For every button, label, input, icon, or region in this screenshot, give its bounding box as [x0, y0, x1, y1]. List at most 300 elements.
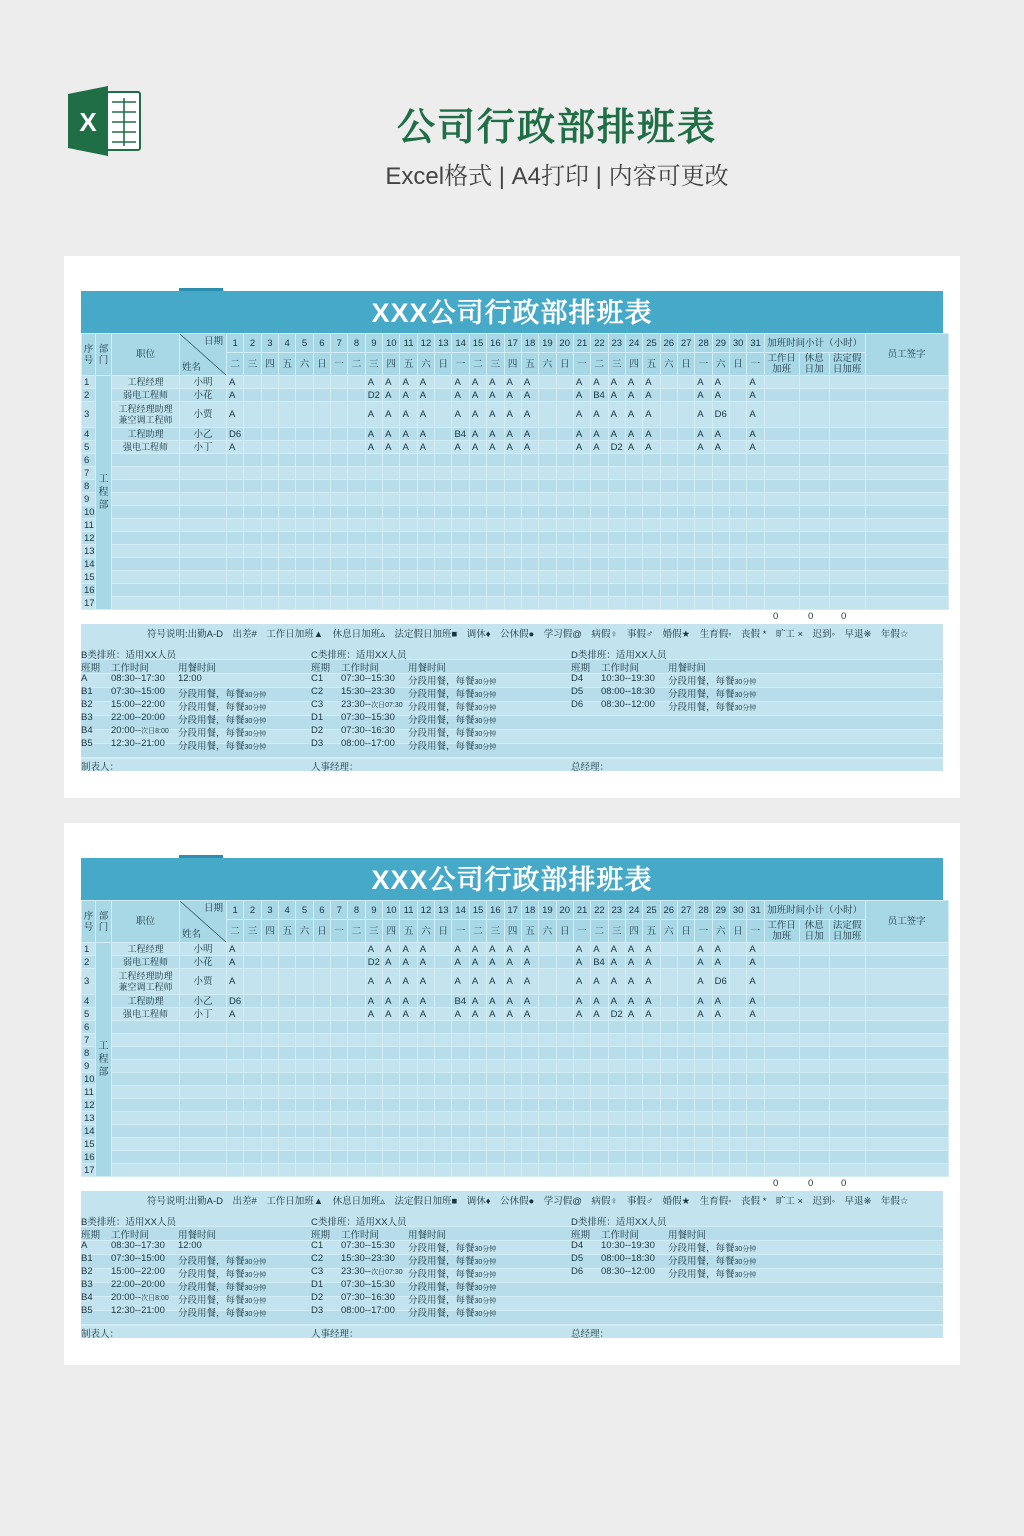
- shift-cell[interactable]: [417, 597, 434, 610]
- shift-cell[interactable]: [469, 1164, 486, 1177]
- shift-cell[interactable]: [625, 1073, 642, 1086]
- shift-cell[interactable]: [227, 545, 244, 558]
- shift-cell[interactable]: [729, 1047, 746, 1060]
- shift-cell[interactable]: [296, 532, 313, 545]
- shift-cell[interactable]: [625, 506, 642, 519]
- shift-cell[interactable]: [296, 506, 313, 519]
- shift-cell[interactable]: [452, 1164, 469, 1177]
- ot-workday-cell[interactable]: [764, 376, 799, 389]
- shift-cell[interactable]: [383, 1112, 400, 1125]
- shift-cell[interactable]: [469, 454, 486, 467]
- shift-cell[interactable]: [625, 1060, 642, 1073]
- shift-cell[interactable]: [695, 1138, 712, 1151]
- shift-cell[interactable]: [521, 519, 538, 532]
- shift-cell[interactable]: [435, 1021, 452, 1034]
- shift-cell[interactable]: [279, 519, 296, 532]
- shift-cell[interactable]: [261, 402, 278, 428]
- shift-cell[interactable]: A: [695, 441, 712, 454]
- shift-cell[interactable]: [261, 506, 278, 519]
- shift-cell[interactable]: [643, 571, 660, 584]
- shift-cell[interactable]: [747, 1138, 764, 1151]
- shift-cell[interactable]: [747, 1151, 764, 1164]
- signature-cell[interactable]: [865, 480, 948, 493]
- shift-cell[interactable]: [296, 1008, 313, 1021]
- shift-cell[interactable]: A: [712, 389, 729, 402]
- shift-cell[interactable]: A: [608, 943, 625, 956]
- shift-cell[interactable]: A: [469, 428, 486, 441]
- shift-cell[interactable]: [677, 1086, 694, 1099]
- shift-cell[interactable]: [400, 1047, 417, 1060]
- shift-cell[interactable]: [747, 1099, 764, 1112]
- shift-cell[interactable]: [383, 597, 400, 610]
- shift-cell[interactable]: [313, 545, 330, 558]
- shift-cell[interactable]: [331, 1034, 348, 1047]
- shift-cell[interactable]: [261, 1164, 278, 1177]
- shift-cell[interactable]: [556, 943, 573, 956]
- signature-cell[interactable]: [865, 467, 948, 480]
- signature-cell[interactable]: [865, 1151, 948, 1164]
- shift-cell[interactable]: [747, 519, 764, 532]
- shift-cell[interactable]: [677, 1060, 694, 1073]
- shift-cell[interactable]: [244, 1073, 261, 1086]
- shift-cell[interactable]: [279, 1099, 296, 1112]
- shift-cell[interactable]: [677, 558, 694, 571]
- shift-cell[interactable]: [591, 584, 608, 597]
- shift-cell[interactable]: A: [469, 389, 486, 402]
- shift-cell[interactable]: A: [452, 943, 469, 956]
- shift-cell[interactable]: [435, 571, 452, 584]
- shift-cell[interactable]: [660, 441, 677, 454]
- ot-workday-cell[interactable]: [764, 1060, 799, 1073]
- shift-cell[interactable]: A: [365, 428, 382, 441]
- shift-cell[interactable]: [348, 995, 365, 1008]
- shift-cell[interactable]: A: [487, 1008, 504, 1021]
- shift-cell[interactable]: [435, 428, 452, 441]
- shift-cell[interactable]: [695, 584, 712, 597]
- row-position[interactable]: [112, 1164, 180, 1177]
- row-position[interactable]: [112, 454, 180, 467]
- shift-cell[interactable]: A: [487, 376, 504, 389]
- row-position[interactable]: [112, 1073, 180, 1086]
- shift-cell[interactable]: [331, 402, 348, 428]
- shift-cell[interactable]: [279, 1034, 296, 1047]
- ot-workday-cell[interactable]: [764, 467, 799, 480]
- shift-cell[interactable]: [261, 389, 278, 402]
- shift-cell[interactable]: A: [695, 376, 712, 389]
- shift-cell[interactable]: A: [227, 969, 244, 995]
- shift-cell[interactable]: [313, 1060, 330, 1073]
- shift-cell[interactable]: [348, 1138, 365, 1151]
- shift-cell[interactable]: [435, 956, 452, 969]
- shift-cell[interactable]: B4: [591, 389, 608, 402]
- shift-cell[interactable]: A: [521, 389, 538, 402]
- shift-cell[interactable]: [313, 467, 330, 480]
- shift-cell[interactable]: [331, 493, 348, 506]
- shift-cell[interactable]: [573, 480, 590, 493]
- shift-cell[interactable]: [573, 558, 590, 571]
- shift-cell[interactable]: [348, 597, 365, 610]
- shift-cell[interactable]: [573, 545, 590, 558]
- shift-cell[interactable]: [677, 454, 694, 467]
- shift-cell[interactable]: [712, 493, 729, 506]
- shift-cell[interactable]: [400, 1125, 417, 1138]
- shift-cell[interactable]: [348, 493, 365, 506]
- shift-cell[interactable]: [261, 493, 278, 506]
- shift-cell[interactable]: [469, 1034, 486, 1047]
- shift-cell[interactable]: [521, 571, 538, 584]
- shift-cell[interactable]: [313, 1047, 330, 1060]
- shift-cell[interactable]: A: [504, 441, 521, 454]
- shift-cell[interactable]: [452, 597, 469, 610]
- shift-cell[interactable]: [677, 956, 694, 969]
- shift-cell[interactable]: [261, 441, 278, 454]
- shift-cell[interactable]: [521, 467, 538, 480]
- ot-restday-cell[interactable]: [799, 1112, 829, 1125]
- shift-cell[interactable]: [556, 558, 573, 571]
- shift-cell[interactable]: [712, 519, 729, 532]
- ot-restday-cell[interactable]: [799, 1086, 829, 1099]
- shift-cell[interactable]: [244, 545, 261, 558]
- row-position[interactable]: [112, 467, 180, 480]
- shift-cell[interactable]: [712, 571, 729, 584]
- shift-cell[interactable]: [695, 558, 712, 571]
- shift-cell[interactable]: [556, 506, 573, 519]
- shift-cell[interactable]: [296, 1021, 313, 1034]
- shift-cell[interactable]: [417, 1060, 434, 1073]
- shift-cell[interactable]: [227, 493, 244, 506]
- shift-cell[interactable]: [365, 1086, 382, 1099]
- shift-cell[interactable]: [643, 467, 660, 480]
- shift-cell[interactable]: [261, 1034, 278, 1047]
- shift-cell[interactable]: [400, 454, 417, 467]
- shift-cell[interactable]: [608, 1125, 625, 1138]
- shift-cell[interactable]: A: [625, 376, 642, 389]
- shift-cell[interactable]: [452, 1125, 469, 1138]
- shift-cell[interactable]: [348, 519, 365, 532]
- shift-cell[interactable]: [435, 597, 452, 610]
- ot-restday-cell[interactable]: [799, 1073, 829, 1086]
- shift-cell[interactable]: [625, 571, 642, 584]
- shift-cell[interactable]: [244, 597, 261, 610]
- shift-cell[interactable]: [747, 1034, 764, 1047]
- shift-cell[interactable]: [279, 1138, 296, 1151]
- shift-cell[interactable]: [712, 480, 729, 493]
- shift-cell[interactable]: [331, 519, 348, 532]
- shift-cell[interactable]: B4: [591, 956, 608, 969]
- shift-cell[interactable]: [747, 506, 764, 519]
- shift-cell[interactable]: A: [504, 969, 521, 995]
- shift-cell[interactable]: [383, 571, 400, 584]
- row-position[interactable]: [112, 584, 180, 597]
- shift-cell[interactable]: [227, 519, 244, 532]
- shift-cell[interactable]: [383, 1086, 400, 1099]
- shift-cell[interactable]: [556, 428, 573, 441]
- shift-cell[interactable]: [469, 532, 486, 545]
- shift-cell[interactable]: [591, 1060, 608, 1073]
- shift-cell[interactable]: A: [417, 1008, 434, 1021]
- row-name[interactable]: [180, 454, 227, 467]
- shift-cell[interactable]: [521, 1164, 538, 1177]
- shift-cell[interactable]: [365, 1060, 382, 1073]
- shift-cell[interactable]: A: [521, 376, 538, 389]
- shift-cell[interactable]: [573, 571, 590, 584]
- shift-cell[interactable]: [660, 1112, 677, 1125]
- shift-cell[interactable]: [539, 454, 556, 467]
- shift-cell[interactable]: [296, 597, 313, 610]
- shift-cell[interactable]: [400, 1138, 417, 1151]
- shift-cell[interactable]: [435, 1047, 452, 1060]
- shift-cell[interactable]: A: [591, 376, 608, 389]
- row-position[interactable]: [112, 1125, 180, 1138]
- row-position[interactable]: 工程助理: [112, 995, 180, 1008]
- shift-cell[interactable]: [261, 969, 278, 995]
- shift-cell[interactable]: [279, 1073, 296, 1086]
- shift-cell[interactable]: [539, 1112, 556, 1125]
- shift-cell[interactable]: [695, 506, 712, 519]
- shift-cell[interactable]: [521, 584, 538, 597]
- shift-cell[interactable]: [504, 597, 521, 610]
- row-name[interactable]: [180, 1073, 227, 1086]
- ot-workday-cell[interactable]: [764, 428, 799, 441]
- shift-cell[interactable]: [625, 1047, 642, 1060]
- shift-cell[interactable]: [712, 584, 729, 597]
- shift-cell[interactable]: A: [573, 943, 590, 956]
- shift-cell[interactable]: [313, 454, 330, 467]
- shift-cell[interactable]: [244, 558, 261, 571]
- shift-cell[interactable]: [383, 1151, 400, 1164]
- ot-holiday-cell[interactable]: [829, 1073, 865, 1086]
- shift-cell[interactable]: [660, 402, 677, 428]
- ot-restday-cell[interactable]: [799, 1099, 829, 1112]
- shift-cell[interactable]: [227, 532, 244, 545]
- shift-cell[interactable]: A: [747, 1008, 764, 1021]
- shift-cell[interactable]: A: [469, 376, 486, 389]
- shift-cell[interactable]: [469, 519, 486, 532]
- shift-cell[interactable]: A: [625, 956, 642, 969]
- shift-cell[interactable]: [400, 1099, 417, 1112]
- shift-cell[interactable]: [331, 597, 348, 610]
- row-position[interactable]: [112, 1034, 180, 1047]
- ot-holiday-cell[interactable]: [829, 1125, 865, 1138]
- shift-cell[interactable]: A: [608, 956, 625, 969]
- shift-cell[interactable]: A: [643, 969, 660, 995]
- shift-cell[interactable]: [383, 1138, 400, 1151]
- ot-workday-cell[interactable]: [764, 454, 799, 467]
- shift-cell[interactable]: [331, 1138, 348, 1151]
- signature-cell[interactable]: [865, 519, 948, 532]
- shift-cell[interactable]: [660, 571, 677, 584]
- shift-cell[interactable]: [244, 956, 261, 969]
- shift-cell[interactable]: [261, 597, 278, 610]
- shift-cell[interactable]: [452, 1138, 469, 1151]
- shift-cell[interactable]: [695, 1151, 712, 1164]
- ot-holiday-cell[interactable]: [829, 428, 865, 441]
- shift-cell[interactable]: [227, 1112, 244, 1125]
- shift-cell[interactable]: [383, 480, 400, 493]
- ot-workday-cell[interactable]: [764, 1138, 799, 1151]
- shift-cell[interactable]: [348, 376, 365, 389]
- shift-cell[interactable]: [296, 493, 313, 506]
- ot-restday-cell[interactable]: [799, 943, 829, 956]
- ot-holiday-cell[interactable]: [829, 1138, 865, 1151]
- shift-cell[interactable]: [695, 1073, 712, 1086]
- shift-cell[interactable]: A: [383, 441, 400, 454]
- ot-holiday-cell[interactable]: [829, 1060, 865, 1073]
- shift-cell[interactable]: [348, 1021, 365, 1034]
- shift-cell[interactable]: [591, 1086, 608, 1099]
- signature-cell[interactable]: [865, 454, 948, 467]
- shift-cell[interactable]: A: [521, 402, 538, 428]
- shift-cell[interactable]: [383, 1125, 400, 1138]
- shift-cell[interactable]: [313, 943, 330, 956]
- shift-cell[interactable]: [279, 480, 296, 493]
- shift-cell[interactable]: [591, 1034, 608, 1047]
- shift-cell[interactable]: [365, 1034, 382, 1047]
- shift-cell[interactable]: [729, 943, 746, 956]
- shift-cell[interactable]: A: [365, 441, 382, 454]
- shift-cell[interactable]: [435, 376, 452, 389]
- shift-cell[interactable]: A: [573, 995, 590, 1008]
- shift-cell[interactable]: [469, 1060, 486, 1073]
- shift-cell[interactable]: [643, 1164, 660, 1177]
- shift-cell[interactable]: [712, 1125, 729, 1138]
- shift-cell[interactable]: [677, 995, 694, 1008]
- shift-cell[interactable]: [747, 545, 764, 558]
- shift-cell[interactable]: [331, 584, 348, 597]
- shift-cell[interactable]: [279, 545, 296, 558]
- shift-cell[interactable]: [573, 1021, 590, 1034]
- shift-cell[interactable]: [296, 584, 313, 597]
- shift-cell[interactable]: [712, 1086, 729, 1099]
- shift-cell[interactable]: [244, 441, 261, 454]
- shift-cell[interactable]: [261, 571, 278, 584]
- shift-cell[interactable]: [469, 597, 486, 610]
- shift-cell[interactable]: [591, 454, 608, 467]
- shift-cell[interactable]: [695, 1164, 712, 1177]
- signature-cell[interactable]: [865, 584, 948, 597]
- shift-cell[interactable]: [608, 454, 625, 467]
- shift-cell[interactable]: [504, 1047, 521, 1060]
- shift-cell[interactable]: [452, 545, 469, 558]
- shift-cell[interactable]: [539, 1086, 556, 1099]
- ot-restday-cell[interactable]: [799, 969, 829, 995]
- shift-cell[interactable]: [348, 956, 365, 969]
- shift-cell[interactable]: [539, 558, 556, 571]
- shift-cell[interactable]: [244, 493, 261, 506]
- ot-restday-cell[interactable]: [799, 493, 829, 506]
- shift-cell[interactable]: [365, 584, 382, 597]
- shift-cell[interactable]: [469, 493, 486, 506]
- shift-cell[interactable]: [244, 480, 261, 493]
- shift-cell[interactable]: [417, 1047, 434, 1060]
- shift-cell[interactable]: [313, 584, 330, 597]
- shift-cell[interactable]: [660, 493, 677, 506]
- row-name[interactable]: [180, 1034, 227, 1047]
- shift-cell[interactable]: [504, 1099, 521, 1112]
- signature-cell[interactable]: [865, 493, 948, 506]
- shift-cell[interactable]: [729, 1021, 746, 1034]
- shift-cell[interactable]: [365, 1151, 382, 1164]
- shift-cell[interactable]: [279, 571, 296, 584]
- shift-cell[interactable]: A: [643, 956, 660, 969]
- shift-cell[interactable]: [279, 943, 296, 956]
- shift-cell[interactable]: [227, 1125, 244, 1138]
- row-position[interactable]: [112, 493, 180, 506]
- shift-cell[interactable]: [677, 467, 694, 480]
- ot-holiday-cell[interactable]: [829, 597, 865, 610]
- shift-cell[interactable]: A: [747, 428, 764, 441]
- shift-cell[interactable]: [261, 545, 278, 558]
- shift-cell[interactable]: A: [712, 441, 729, 454]
- shift-cell[interactable]: [227, 1060, 244, 1073]
- shift-cell[interactable]: [660, 480, 677, 493]
- ot-holiday-cell[interactable]: [829, 389, 865, 402]
- shift-cell[interactable]: [747, 584, 764, 597]
- shift-cell[interactable]: [227, 480, 244, 493]
- ot-workday-cell[interactable]: [764, 1112, 799, 1125]
- ot-holiday-cell[interactable]: [829, 1047, 865, 1060]
- row-name[interactable]: [180, 571, 227, 584]
- shift-cell[interactable]: [695, 1021, 712, 1034]
- shift-cell[interactable]: [487, 1021, 504, 1034]
- shift-cell[interactable]: A: [504, 376, 521, 389]
- shift-cell[interactable]: A: [747, 389, 764, 402]
- shift-cell[interactable]: A: [695, 389, 712, 402]
- row-position[interactable]: [112, 1086, 180, 1099]
- shift-cell[interactable]: [435, 558, 452, 571]
- shift-cell[interactable]: [400, 493, 417, 506]
- shift-cell[interactable]: A: [487, 956, 504, 969]
- shift-cell[interactable]: [279, 532, 296, 545]
- shift-cell[interactable]: [296, 545, 313, 558]
- shift-cell[interactable]: [556, 1073, 573, 1086]
- shift-cell[interactable]: [504, 1073, 521, 1086]
- signature-cell[interactable]: [865, 376, 948, 389]
- shift-cell[interactable]: [729, 1073, 746, 1086]
- shift-cell[interactable]: [556, 584, 573, 597]
- shift-cell[interactable]: [279, 506, 296, 519]
- shift-cell[interactable]: [348, 402, 365, 428]
- shift-cell[interactable]: [348, 969, 365, 995]
- shift-cell[interactable]: [435, 1164, 452, 1177]
- signature-cell[interactable]: [865, 1112, 948, 1125]
- ot-holiday-cell[interactable]: [829, 956, 865, 969]
- shift-cell[interactable]: A: [521, 995, 538, 1008]
- shift-cell[interactable]: [747, 480, 764, 493]
- shift-cell[interactable]: [712, 558, 729, 571]
- row-name[interactable]: [180, 597, 227, 610]
- ot-holiday-cell[interactable]: [829, 519, 865, 532]
- shift-cell[interactable]: [729, 467, 746, 480]
- shift-cell[interactable]: [539, 545, 556, 558]
- shift-cell[interactable]: A: [712, 956, 729, 969]
- shift-cell[interactable]: [556, 597, 573, 610]
- shift-cell[interactable]: [677, 493, 694, 506]
- shift-cell[interactable]: [452, 584, 469, 597]
- shift-cell[interactable]: [487, 506, 504, 519]
- shift-cell[interactable]: [279, 1112, 296, 1125]
- shift-cell[interactable]: [660, 545, 677, 558]
- ot-workday-cell[interactable]: [764, 532, 799, 545]
- shift-cell[interactable]: [331, 506, 348, 519]
- shift-cell[interactable]: [729, 1112, 746, 1125]
- shift-cell[interactable]: [261, 480, 278, 493]
- signature-cell[interactable]: [865, 1125, 948, 1138]
- shift-cell[interactable]: [504, 1112, 521, 1125]
- shift-cell[interactable]: [521, 1047, 538, 1060]
- shift-cell[interactable]: [625, 545, 642, 558]
- shift-cell[interactable]: [573, 467, 590, 480]
